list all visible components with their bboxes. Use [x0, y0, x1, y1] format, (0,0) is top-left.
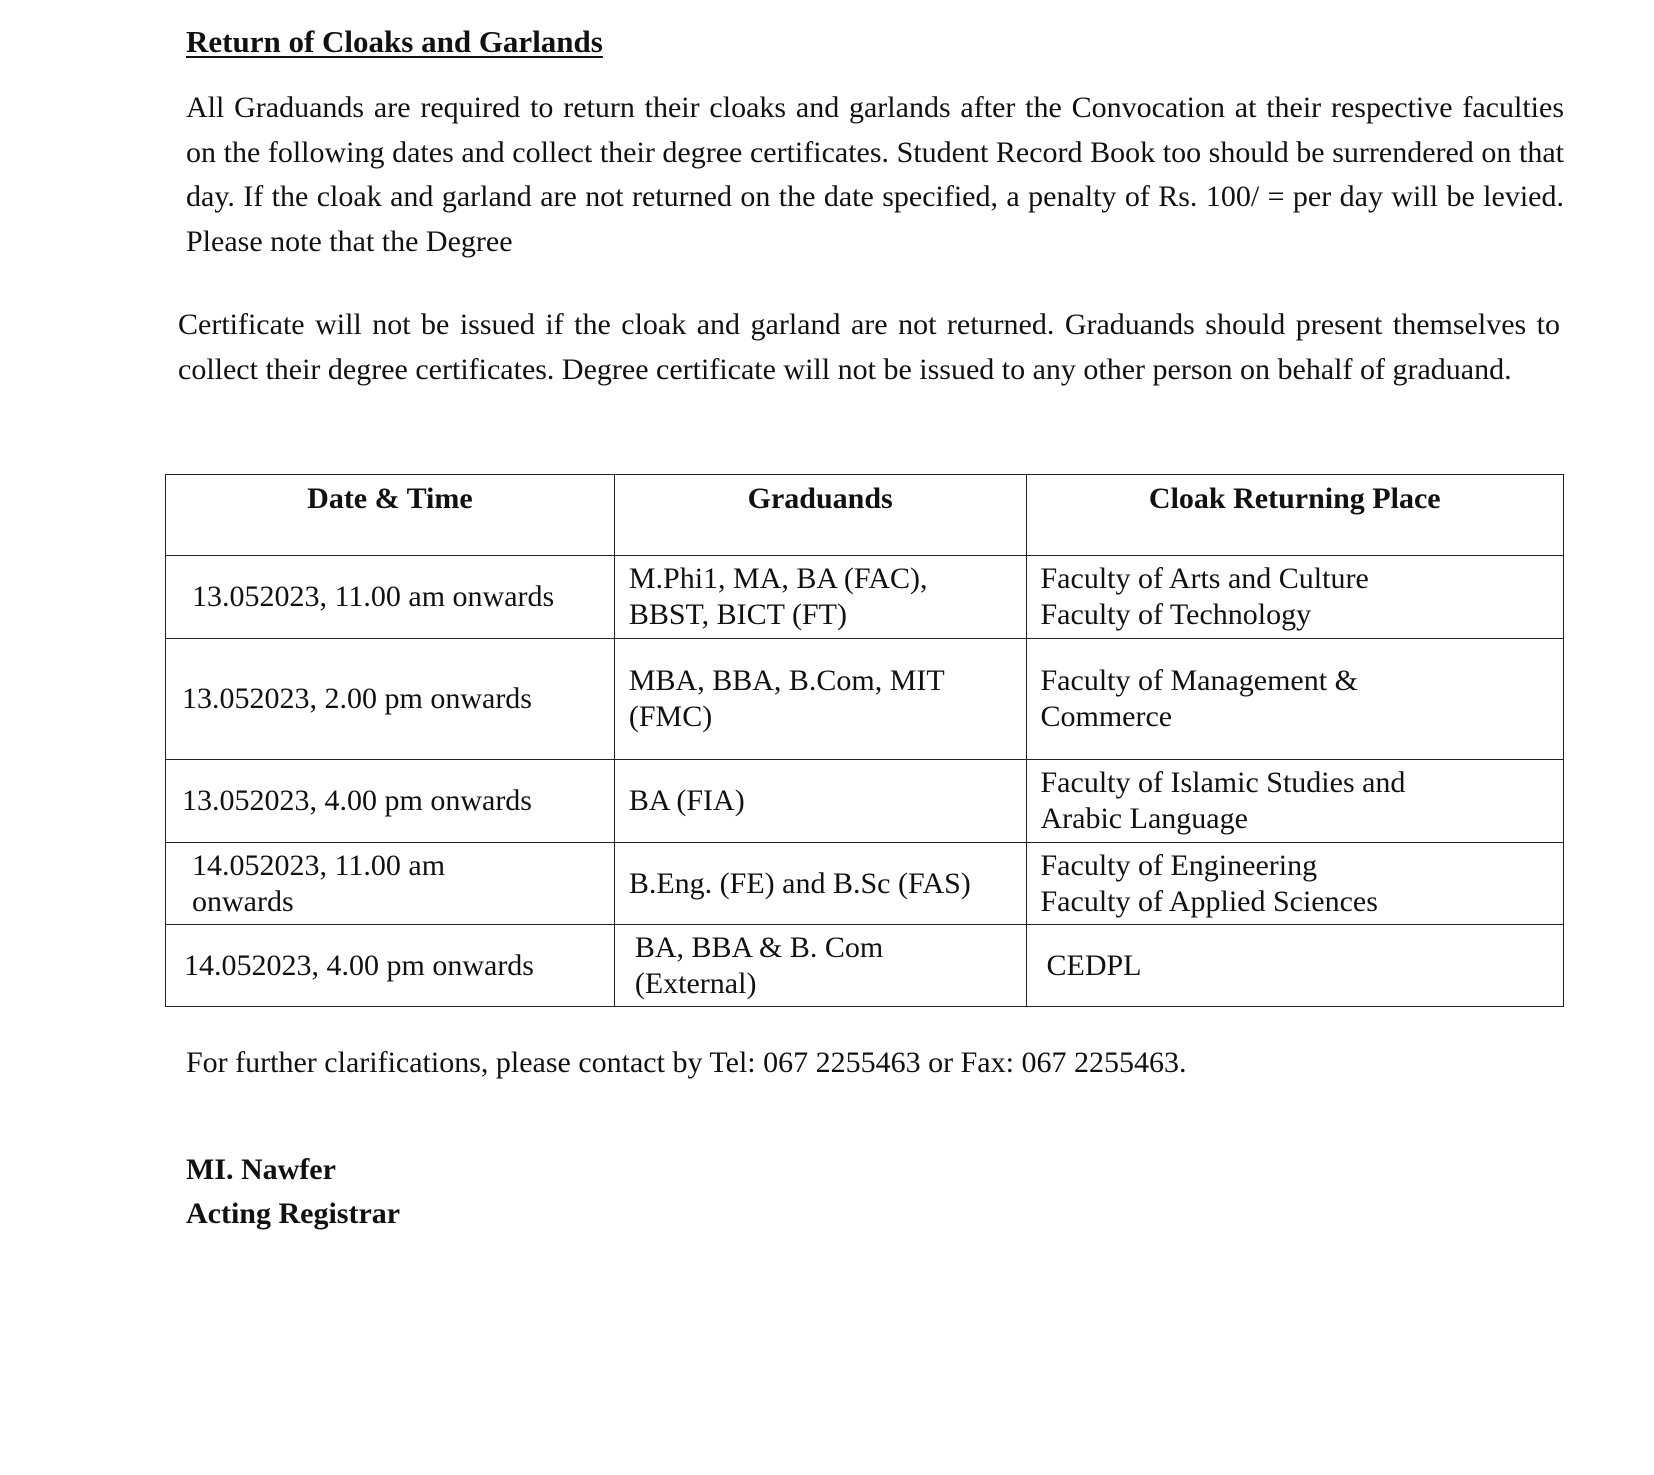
column-header-graduands: Graduands: [614, 475, 1026, 556]
table-row: [166, 556, 1564, 639]
returning-place-cell: [1026, 843, 1564, 925]
signatory-role: Acting Registrar: [186, 1197, 401, 1230]
place-line: Faculty of Management &: [1040, 664, 1358, 697]
graduands-line: (External): [634, 966, 757, 1000]
place-line: Faculty of Applied Sciences: [1040, 884, 1378, 918]
graduands-line: B.Eng. (FE) and B.Sc (FAS): [628, 866, 971, 900]
date-time-cell: 14.052023, 4.00 pm onwards: [166, 925, 615, 1007]
graduands-cell: [614, 556, 1026, 639]
place-line: Commerce: [1040, 700, 1173, 733]
returning-place-cell: [1026, 556, 1564, 639]
place-line: CEDPL: [1046, 948, 1142, 982]
date-time-text: 14.052023, 11.00 am onwards: [192, 848, 446, 918]
place-line: Faculty of Technology: [1040, 598, 1312, 631]
column-header-returning-place: Cloak Returning Place: [1026, 475, 1564, 556]
graduands-cell: [614, 760, 1026, 843]
place-line: Faculty of Engineering: [1040, 848, 1318, 882]
date-time-cell: [166, 843, 615, 925]
table-header-row: [166, 475, 1564, 556]
instructions-paragraph: All Graduands are required to return their cloaks and garlands after the Convocation at their respective faculties on the following dates and collect their degree certificates. Student Record Book too should be surrendered on that day. If the cloak and garland are not returned on the date specified, a penalty of Rs. 100/ = per day will be levied. Please note that the Degree: [186, 91, 1564, 258]
graduands-cell: [614, 843, 1026, 925]
table-row: [166, 760, 1564, 843]
column-header-date-time: Date & Time: [166, 475, 615, 556]
returning-place-cell: [1026, 925, 1564, 1007]
graduands-cell: [614, 925, 1026, 1007]
table-row: [166, 843, 1564, 925]
table-row: [166, 925, 1564, 1007]
returning-place-cell: [1026, 639, 1564, 760]
graduands-cell: [614, 639, 1026, 760]
place-line: Faculty of Arts and Culture: [1040, 562, 1369, 595]
date-time-cell: 13.052023, 4.00 pm onwards: [166, 760, 615, 843]
place-line: Arabic Language: [1040, 802, 1248, 835]
returning-place-cell: [1026, 760, 1564, 843]
graduands-line: BA, BBA & B. Com: [634, 930, 884, 964]
graduands-line: (FMC): [628, 700, 713, 733]
place-line: Faculty of Islamic Studies and: [1040, 766, 1406, 799]
table-row: [166, 639, 1564, 760]
graduands-line: BA (FIA): [628, 784, 745, 817]
graduands-line: M.Phi1, MA, BA (FAC),: [628, 562, 928, 595]
date-time-cell: 13.052023, 11.00 am onwards: [166, 556, 615, 639]
graduands-line: BBST, BICT (FT): [628, 598, 847, 631]
cloak-return-schedule-table: [165, 474, 1564, 1007]
date-time-cell: 13.052023, 2.00 pm onwards: [166, 639, 615, 760]
document-title: Return of Cloaks and Garlands: [186, 24, 603, 59]
certificate-notice-paragraph: Certificate will not be issued if the cloak and garland are not returned. Graduands should present themselves to collect their degree certificates. Degree certificate will not be issued to any other person on behalf of graduand.: [178, 308, 1560, 386]
signature-block: [186, 1148, 400, 1236]
graduands-line: MBA, BBA, B.Com, MIT: [628, 664, 945, 697]
signatory-name: MI. Nawfer: [186, 1153, 336, 1186]
contact-information: For further clarifications, please contact by Tel: 067 2255463 or Fax: 067 2255463.: [186, 1046, 1187, 1079]
